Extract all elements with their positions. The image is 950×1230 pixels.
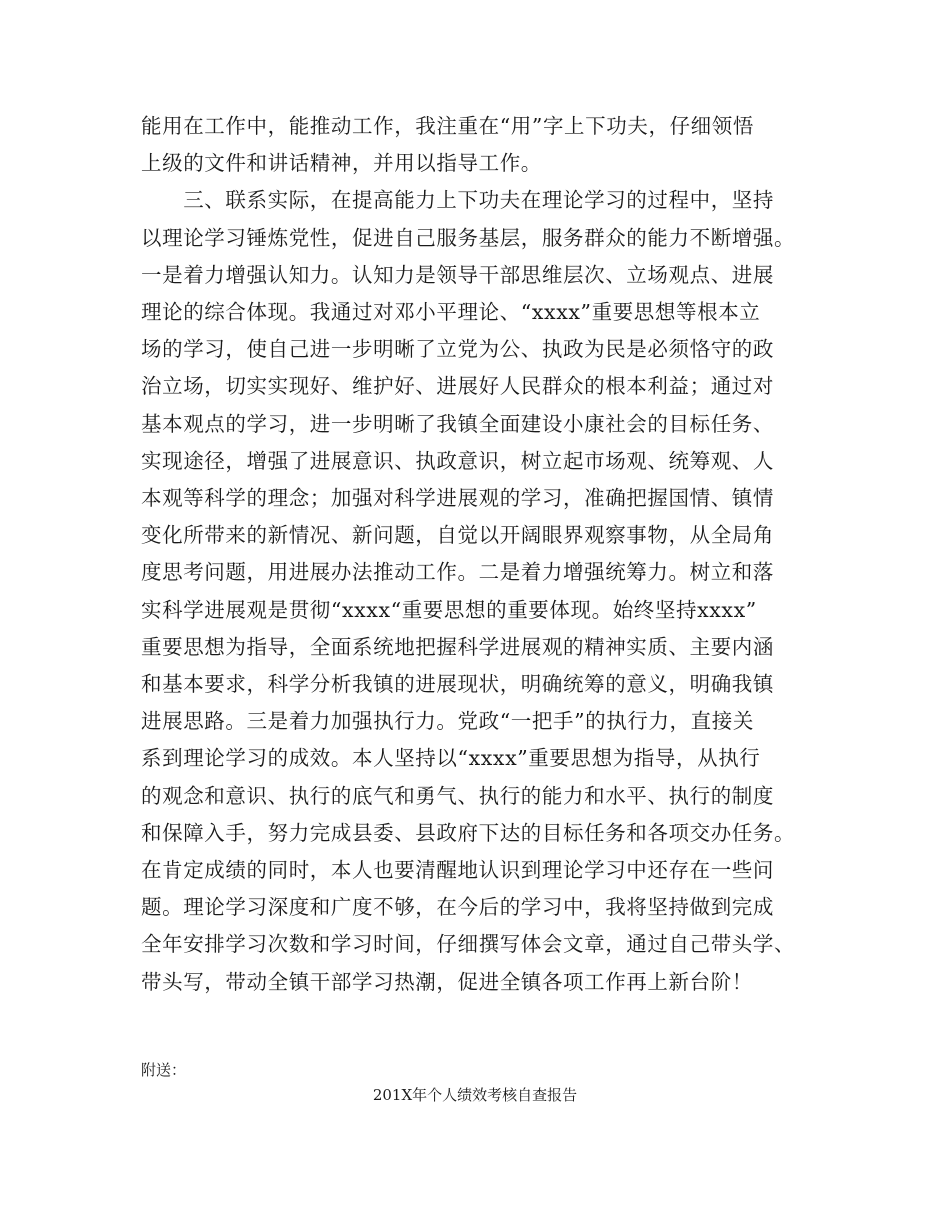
text-line: 在肯定成绩的同时，本人也要清醒地认识到理论学习中还存在一些问 [141,858,774,882]
text-line: 上级的文件和讲话精神，并用以指导工作。 [141,151,542,176]
text-line: 重要思想为指导，全面系统地把握科学进展观的精神实质、主要内涵 [141,634,774,659]
text-line: 进展思路。三是着力加强执行力。党政“一把手”的执行力，直接关 [141,709,754,734]
appendix-label: 附送： [141,1061,187,1079]
text-line: 场的学习，使自己进一步明晰了立党为公、执政为民是必须恪守的政 [141,337,774,362]
text-line: 实现途径，增强了进展意识、执政意识，树立起市场观、统筹观、人 [141,448,774,473]
text-line: 和保障入手，努力完成县委、县政府下达的目标任务和各项交办任务。 [141,820,796,845]
text-line: 三、联系实际，在提高能力上下功夫在理论学习的过程中，坚持 [141,188,774,213]
text-line: 能用在工作中，能推动工作，我注重在“用”字上下功夫，仔细领悟 [141,114,754,138]
text-line: 题。理论学习深度和广度不够，在今后的学习中，我将坚持做到完成 [141,895,774,920]
text-line: 和基本要求，科学分析我镇的进展现状，明确统筹的意义，明确我镇 [141,672,774,696]
text-line: 以理论学习锤炼党性，促进自己服务基层，服务群众的能力不断增强。 [141,225,796,250]
text-line: 度思考问题，用进展办法推动工作。二是着力增强统筹力。树立和落 [141,560,774,585]
text-line: 全年安排学习次数和学习时间，仔细撰写体会文章，通过自己带头学、 [141,932,796,957]
text-line: 治立场，切实实现好、维护好、进展好人民群众的根本利益；通过对 [141,374,774,399]
text-line: 变化所带来的新情况、新问题，自觉以开阔眼界观察事物，从全局角 [141,523,774,548]
appendix-title: 201X年个人绩效考核自查报告 [372,1086,578,1104]
text-line: 一是着力增强认知力。认知力是领导干部思维层次、立场观点、进展 [141,262,774,287]
text-line: 理论的综合体现。我通过对邓小平理论、“xxxx”重要思想等根本立 [141,300,761,324]
text-line: 基本观点的学习，进一步明晰了我镇全面建设小康社会的目标任务、 [141,411,774,436]
text-line: 系到理论学习的成效。本人坚持以“xxxx”重要思想为指导，从执行 [141,746,761,771]
text-line: 实科学进展观是贯彻“xxxx“重要思想的重要体现。始终坚持xxxx” [141,597,757,622]
text-line: 带头写，带动全镇干部学习热潮，促进全镇各项工作再上新台阶！ [141,969,753,994]
text-line: 本观等科学的理念；加强对科学进展观的学习，准确把握国情、镇情 [141,486,774,510]
text-line: 的观念和意识、执行的底气和勇气、执行的能力和水平、执行的制度 [141,783,774,808]
